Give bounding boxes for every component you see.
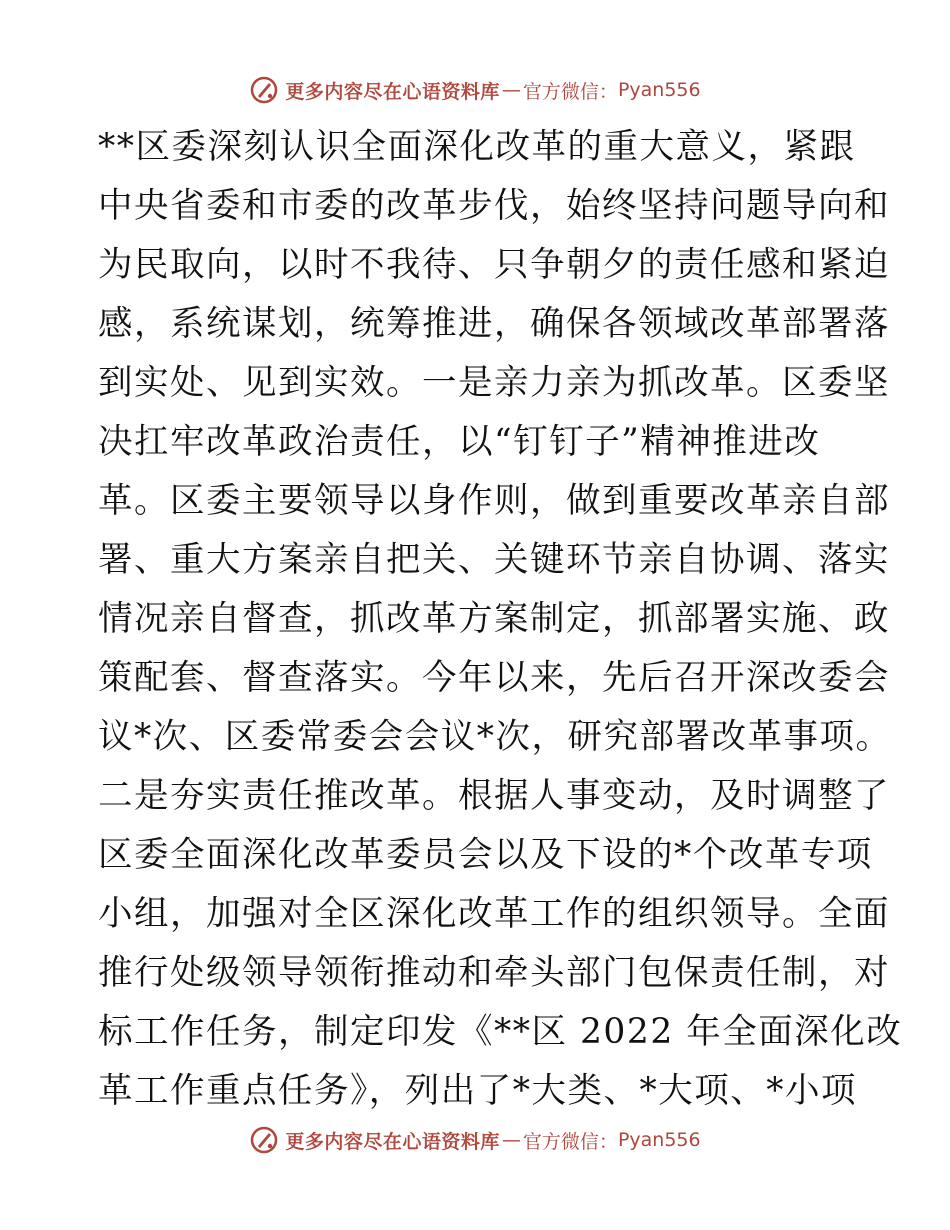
watermark-separator: — <box>501 1129 521 1151</box>
body-line: 感，系统谋划，统筹推进，确保各领域改革部署落 <box>98 304 890 344</box>
watermark-lead-text: 更多内容尽在心语资料库 <box>285 1130 500 1153</box>
watermark-wechat-id: Pyan556 <box>617 79 701 101</box>
footer-watermark <box>0 1120 950 1160</box>
body-line: 策配套、督查落实。今年以来，先后召开深改委会 <box>98 658 890 698</box>
red-quill-seal-icon <box>249 75 279 105</box>
header-watermark <box>0 70 950 110</box>
body-line: **区委深刻认识全面深化改革的重大意义，紧跟 <box>98 127 856 167</box>
document-body <box>98 118 903 1121</box>
body-line: 情况亲自督查，抓改革方案制定，抓部署实施、政 <box>98 599 890 639</box>
watermark-separator: — <box>501 79 521 101</box>
body-line: 标工作任务，制定印发《**区 2022 年全面深化改 <box>98 1012 903 1052</box>
body-line: 推行处级领导领衔推动和牵头部门包保责任制，对 <box>98 953 890 993</box>
body-line: 决扛牢改革政治责任，以“钉钉子”精神推进改 <box>98 422 821 462</box>
watermark-wechat-id: Pyan556 <box>617 1129 701 1151</box>
body-line: 到实处、见到实效。一是亲力亲为抓改革。区委坚 <box>98 363 890 403</box>
body-line: 区委全面深化改革委员会以及下设的*个改革专项 <box>98 835 873 875</box>
body-line: 小组，加强对全区深化改革工作的组织领导。全面 <box>98 894 890 934</box>
body-line: 二是夯实责任推改革。根据人事变动，及时调整了 <box>98 776 890 816</box>
body-line: 为民取向，以时不我待、只争朝夕的责任感和紧迫 <box>98 245 890 285</box>
watermark-official-label: 官方微信： <box>522 1130 618 1153</box>
watermark-lead-text: 更多内容尽在心语资料库 <box>285 80 500 103</box>
body-line: 中央省委和市委的改革步伐，始终坚持问题导向和 <box>98 186 890 226</box>
red-quill-seal-icon <box>249 1125 279 1155</box>
body-line: 革工作重点任务》，列出了*大类、*大项、*小项 <box>98 1071 857 1111</box>
body-line: 议*次、区委常委会会议*次，研究部署改革事项。 <box>98 717 892 757</box>
body-line: 署、重大方案亲自把关、关键环节亲自协调、落实 <box>98 540 890 580</box>
watermark-official-label: 官方微信： <box>522 80 618 103</box>
body-line: 革。区委主要领导以身作则，做到重要改革亲自部 <box>98 481 890 521</box>
